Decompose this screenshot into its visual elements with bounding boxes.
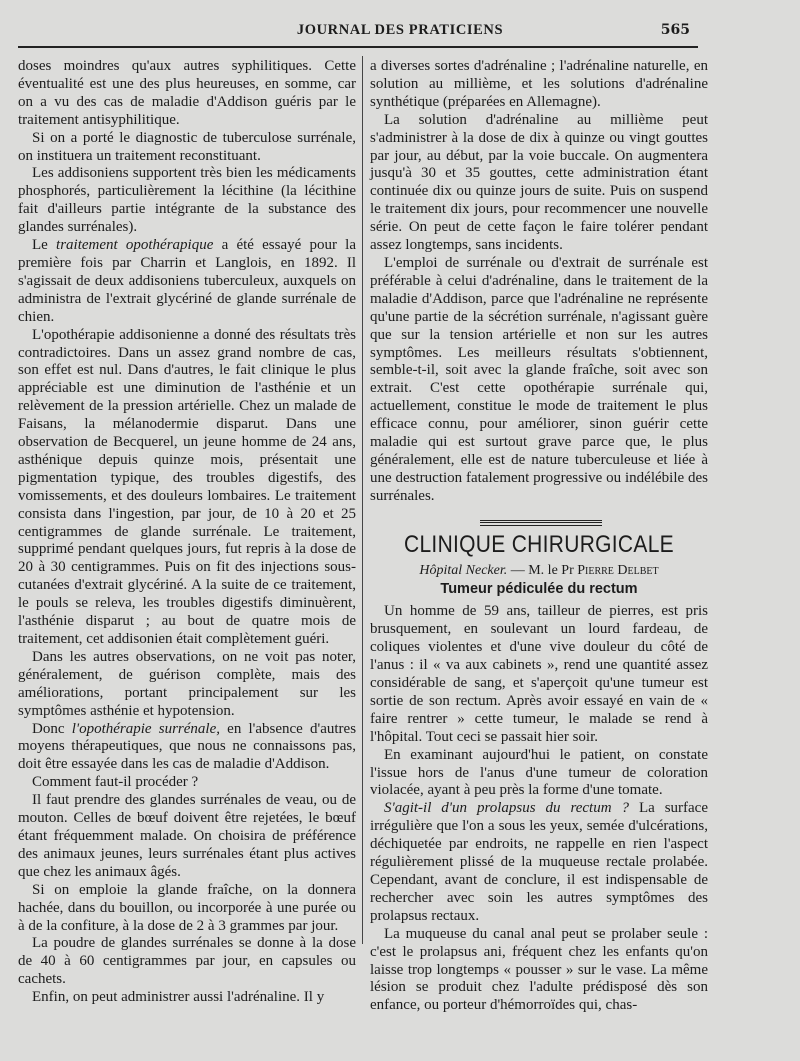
italic-term: l'opothérapie surrénale, xyxy=(71,720,220,737)
paragraph: La muqueuse du canal anal peut se prolaber seule : c'est le prolapsus ani, fréquent chez les enfants qu'on laisse trop longtemps « pousser » sur le vase. La même lésion se produit chez l'adulte prédisposé dès son enfance, ou porteur d'hémorroïdes qui, chas- xyxy=(370,925,708,1014)
article-subhead: Tumeur pédiculée du rectum xyxy=(440,581,638,598)
italic-term: traitement opothérapique xyxy=(56,237,214,254)
column-divider xyxy=(362,56,363,944)
text-run: Donc xyxy=(32,720,65,737)
paragraph xyxy=(370,800,708,925)
paragraph: La poudre de glandes surrénales se donne à la dose de 40 à 60 centigrammes par jour, en capsules ou cachets. xyxy=(18,935,356,988)
paragraph: a diverses sortes d'adrénaline ; l'adrénaline naturelle, en solution au millième, et les solutions d'adrénaline synthétique (préparées en Allemagne). xyxy=(370,58,708,110)
paragraph xyxy=(18,721,356,775)
paragraph xyxy=(18,237,356,327)
paragraph: Comment faut-il procéder ? xyxy=(32,774,199,791)
paragraph: Les addisoniens supportent très bien les médicaments phosphorés, particulièrement la lécithine (la lécithine fait d'ailleurs partie intégrante de la substance des glandes surrénales). xyxy=(18,165,356,236)
section-title: CLINIQUE CHIRURGICALE xyxy=(403,530,674,558)
left-column xyxy=(18,58,356,1007)
byline xyxy=(370,562,708,580)
paragraph: En examinant aujourd'hui le patient, on constate l'issue hors de l'anus d'une tumeur de coloration violacée, ayant à peu près la forme d'une tomate. xyxy=(370,746,708,799)
paragraph: Dans les autres observations, on ne voit pas noter, généralement, de guérison complète, mais des améliorations, portant principalement sur les symptômes asthénie et hypotension. xyxy=(18,648,356,719)
italic-question: S'agit-il d'un prolapsus du rectum ? xyxy=(384,800,629,817)
text-run: a été essayé pour la première fois par Charrin et Langlois, en 1892. Il s'agissait de deux addisoniens tuberculeux, auxquels on administra de l'extrait glycériné de glande surrénale de chien. xyxy=(18,237,357,325)
text-run: — M. le Pr xyxy=(510,562,574,578)
journal-title: JOURNAL DES PRATICIENS xyxy=(296,22,504,38)
paragraph: La solution d'adrénaline au millième peut s'administrer à la dose de dix à quinze ou vingt gouttes par jour, au début, par la voie buccale. On augmentera jusqu'à 30 et 35 gouttes, cette administration étant continuée dix ou quinze jours de suite. Puis on suspend le traitement dix jours, pour recommencer une nouvelle série. On peut de cette façon le faire tolérer pendant assez longtemps, sans incidents. xyxy=(370,111,708,254)
paragraph: Il faut prendre des glandes surrénales de veau, ou de mouton. Celles de bœuf doivent être rejetées, le bœuf étant fréquemment malade. On choisira de préférence des animaux jeunes, leurs surrénales étant plus actives que chez les animaux âgés. xyxy=(18,792,356,880)
text-run: en l'absence d'autres moyens thérapeutiques, que nous ne connaissons pas, doit être essayée dans les cas de maladie d'Addison. xyxy=(18,720,357,773)
paragraph: L'emploi de surrénale ou d'extrait de surrénale est préférable à celui d'adrénaline, dans le traitement de la maladie d'Addison, parce que l'adrénaline ne représente qu'une partie de la sécrétion surrénale, n'agissant guère que sur la tension artérielle et non sur les autres symptômes. Les meilleurs résultats s'obtiennent, semble-t-il, soit avec la glande fraîche, soit avec son extrait. C'est cette opothérapie surrénale qui, actuellement, constitue le mode de traitement le plus efficace connu, pour améliorer, sinon guérir cette maladie qui est surtout grave parce que, le plus généralement, elle est de nature tuberculeuse et liée à une destruction fatalement progressive ou indélébile des surrénales. xyxy=(370,254,708,504)
header-rule xyxy=(18,46,698,48)
paragraph: Un homme de 59 ans, tailleur de pierres, est pris brusquement, en soulevant un lourd fardeau, de coliques violentes et d'une vive douleur du côté de l'anus : il « va aux cabinets », rend une quantité assez considérable de sang, et s'aperçoit qu'une tumeur est sortie de son rectum. Après avoir essayé en vain de « faire rentrer » cette tumeur, le malade se rend à l'hôpital. Tout ceci se passait hier soir. xyxy=(370,603,708,745)
text-run: La surface irrégulière que l'on a sous les yeux, semée d'ulcérations, déchiquetée par endroits, ne rappelle en rien l'aspect régulièrement plissé de la muqueuse rectale prolabée. Cependant, avant de conclure, il est indispensable de rechercher avec soin les autres symptômes des prolapsus rectaux. xyxy=(370,800,708,924)
paragraph: L'opothérapie addisonienne a donné des résultats très contradictoires. Dans un assez grand nombre de cas, son effet est nul. Dans d'autres, le fait clinique le plus appréciable est une diminution de l'asthénie et un relèvement de la pression artérielle. Chez un malade de Faisans, la mélanodermie disparut. Dans une observation de Becquerel, un jeune homme de 24 ans, asthénique depuis quinze mois, présentait une pigmentation typique, des troubles digestifs, des vomissements, et des douleurs lombaires. Le traitement consista dans l'ingestion, par jour, de 10 à 20 et 25 centigrammes de glande surrénale. Le traitement, supprimé pendant quelques jours, fut repris à la dose de 20 à 30 centigrammes. Puis on fit des injections sous-cutanées d'extrait glycériné. A la suite de ce traitement, le pouls se releva, les troubles digestifs diminuèrent, l'asthénie disparut ; au bout de quatre mois de traitement, cet addisonien était complètement guéri. xyxy=(18,326,356,647)
page-number: 565 xyxy=(660,22,690,38)
paragraph: Si on emploie la glande fraîche, on la donnera hachée, dans du bouillon, ou incorporée à une purée ou à de la confiture, à la dose de 2 à 3 grammes par jour. xyxy=(18,881,356,934)
hospital-name: Hôpital Necker. xyxy=(419,562,508,578)
author-name: Pierre Delbet xyxy=(577,562,659,578)
running-head xyxy=(0,0,800,44)
right-column xyxy=(370,58,708,1015)
paragraph: Si on a porté le diagnostic de tuberculose surrénale, on instituera un traitement reconstituant. xyxy=(18,129,356,164)
section-rule xyxy=(480,520,602,526)
text-run: Le xyxy=(32,237,48,254)
paragraph: doses moindres qu'aux autres syphilitiques. Cette éventualité est une des plus heureuses, en somme, car on a vu des cas de maladie d'Addison guéris par le traitement antisyphilitique. xyxy=(18,58,356,128)
paragraph: Enfin, on peut administrer aussi l'adrénaline. Il y xyxy=(32,989,325,1006)
